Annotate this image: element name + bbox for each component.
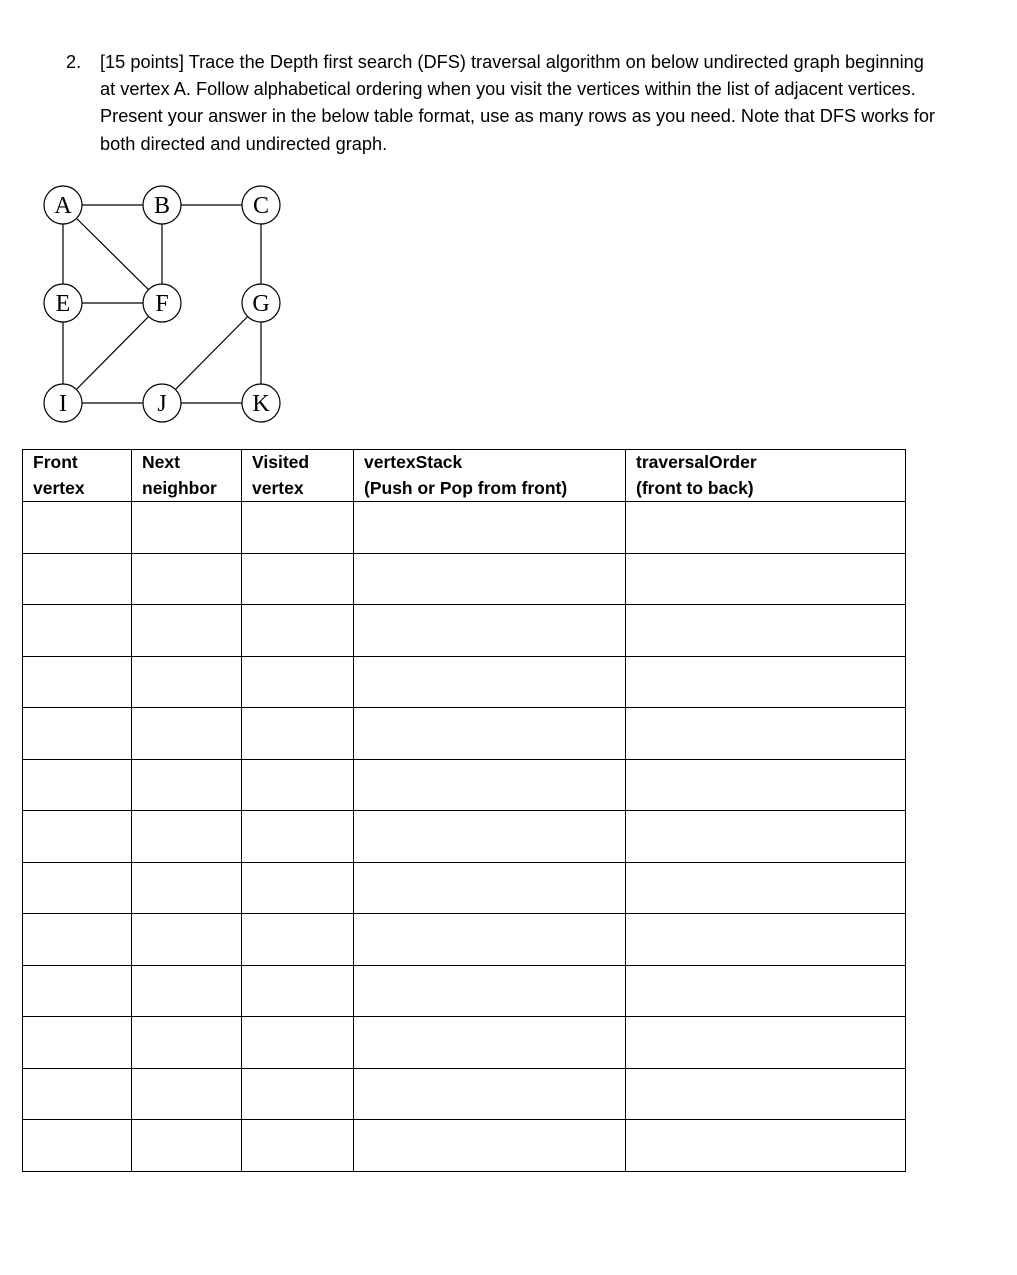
table-cell[interactable]	[354, 914, 626, 966]
table-cell[interactable]	[242, 502, 354, 554]
question-line: [15 points] Trace the Depth first search (DFS) traversal algorithm on below undirected graph beginning	[100, 52, 924, 72]
table-cell[interactable]	[23, 1120, 132, 1172]
table-cell[interactable]	[23, 1017, 132, 1069]
table-cell[interactable]	[132, 708, 242, 760]
table-header-row	[23, 450, 906, 502]
table-cell[interactable]	[626, 708, 906, 760]
graph-vertex-g	[242, 284, 280, 322]
table-row	[23, 656, 906, 708]
table-cell[interactable]	[132, 759, 242, 811]
graph-vertex-a	[44, 186, 82, 224]
table-cell[interactable]	[626, 1068, 906, 1120]
table-cell[interactable]	[132, 811, 242, 863]
table-cell[interactable]	[23, 862, 132, 914]
header-visited-vertex: Visited vertex	[242, 450, 354, 502]
question-line: Present your answer in the below table format, use as many rows as you need. Note that DFS works for	[100, 106, 935, 127]
table-cell[interactable]	[626, 656, 906, 708]
table-body	[23, 502, 906, 1172]
table-cell[interactable]	[242, 862, 354, 914]
table-row	[23, 965, 906, 1017]
vertex-label: J	[157, 391, 167, 417]
table-cell[interactable]	[242, 965, 354, 1017]
table-cell[interactable]	[132, 605, 242, 657]
table-cell[interactable]	[626, 759, 906, 811]
table-cell[interactable]	[23, 759, 132, 811]
vertex-label: A	[54, 193, 72, 219]
table-cell[interactable]	[23, 502, 132, 554]
header-next-neighbor: Next neighbor	[132, 450, 242, 502]
vertex-label: I	[59, 391, 67, 417]
graph-vertex-i	[44, 384, 82, 422]
table-cell[interactable]	[132, 1068, 242, 1120]
table-cell[interactable]	[132, 1017, 242, 1069]
vertex-label: F	[155, 291, 169, 317]
table-cell[interactable]	[354, 862, 626, 914]
table-row	[23, 708, 906, 760]
table-row	[23, 914, 906, 966]
question-number: 2.	[66, 52, 82, 72]
question-line: both directed and undirected graph.	[100, 133, 388, 154]
header-front-vertex: Front vertex	[23, 450, 132, 502]
table-cell[interactable]	[354, 1068, 626, 1120]
table-cell[interactable]	[354, 656, 626, 708]
table-cell[interactable]	[242, 1120, 354, 1172]
table-cell[interactable]	[132, 502, 242, 554]
graph-vertex-c	[242, 186, 280, 224]
table-cell[interactable]	[354, 811, 626, 863]
table-cell[interactable]	[354, 553, 626, 605]
table-cell[interactable]	[23, 708, 132, 760]
table-cell[interactable]	[242, 553, 354, 605]
dfs-trace-table	[22, 449, 906, 1172]
graph-edge-g-j	[162, 303, 261, 403]
table-row	[23, 502, 906, 554]
vertex-label: E	[55, 291, 71, 317]
table-cell[interactable]	[242, 1017, 354, 1069]
table-row	[23, 759, 906, 811]
table-cell[interactable]	[23, 965, 132, 1017]
table-cell[interactable]	[132, 914, 242, 966]
graph-vertex-e	[44, 284, 82, 322]
table-row	[23, 1120, 906, 1172]
graph-edge-f-i	[63, 303, 162, 403]
graph-vertex-k	[242, 384, 280, 422]
table-cell[interactable]	[354, 502, 626, 554]
table-cell[interactable]	[132, 553, 242, 605]
vertex-label: C	[252, 193, 270, 219]
vertex-label: B	[153, 193, 171, 219]
table-cell[interactable]	[242, 605, 354, 657]
table-cell[interactable]	[242, 759, 354, 811]
table-cell[interactable]	[242, 708, 354, 760]
vertex-label: G	[252, 291, 270, 317]
table-row	[23, 811, 906, 863]
table-cell[interactable]	[626, 502, 906, 554]
table-cell[interactable]	[626, 605, 906, 657]
vertex-label: K	[252, 391, 270, 417]
table-row	[23, 605, 906, 657]
table-cell[interactable]	[354, 965, 626, 1017]
table-cell[interactable]	[23, 656, 132, 708]
table-cell[interactable]	[132, 965, 242, 1017]
table-cell[interactable]	[132, 1120, 242, 1172]
table-cell[interactable]	[354, 1017, 626, 1069]
table-cell[interactable]	[242, 656, 354, 708]
graph-edge-a-f	[63, 205, 162, 303]
table-cell[interactable]	[626, 862, 906, 914]
table-cell[interactable]	[626, 1120, 906, 1172]
table-cell[interactable]	[23, 811, 132, 863]
table-row	[23, 1017, 906, 1069]
graph-vertex-f	[143, 284, 181, 322]
table-cell[interactable]	[354, 605, 626, 657]
table-cell[interactable]	[626, 914, 906, 966]
table-cell[interactable]	[23, 605, 132, 657]
table-row	[23, 862, 906, 914]
table-cell[interactable]	[626, 1017, 906, 1069]
table-cell[interactable]	[23, 914, 132, 966]
table-row	[23, 1068, 906, 1120]
graph-vertex-b	[143, 186, 181, 224]
table-cell[interactable]	[242, 1068, 354, 1120]
table-cell[interactable]	[626, 553, 906, 605]
table-cell[interactable]	[242, 914, 354, 966]
header-vertex-stack: vertexStack (Push or Pop from front)	[354, 450, 626, 502]
question-line: at vertex A. Follow alphabetical ordering when you visit the vertices within the list of adjacent vertices.	[100, 79, 916, 100]
table-cell[interactable]	[354, 759, 626, 811]
table-cell[interactable]	[132, 656, 242, 708]
table-cell[interactable]	[354, 708, 626, 760]
table-cell[interactable]	[23, 1068, 132, 1120]
table-cell[interactable]	[354, 1120, 626, 1172]
graph-vertex-j	[143, 384, 181, 422]
table-cell[interactable]	[242, 811, 354, 863]
graph-diagram	[0, 0, 300, 430]
table-cell[interactable]	[626, 965, 906, 1017]
table-cell[interactable]	[23, 553, 132, 605]
header-traversal-order: traversalOrder (front to back)	[626, 450, 906, 502]
table-cell[interactable]	[132, 862, 242, 914]
table-row	[23, 553, 906, 605]
table-cell[interactable]	[626, 811, 906, 863]
